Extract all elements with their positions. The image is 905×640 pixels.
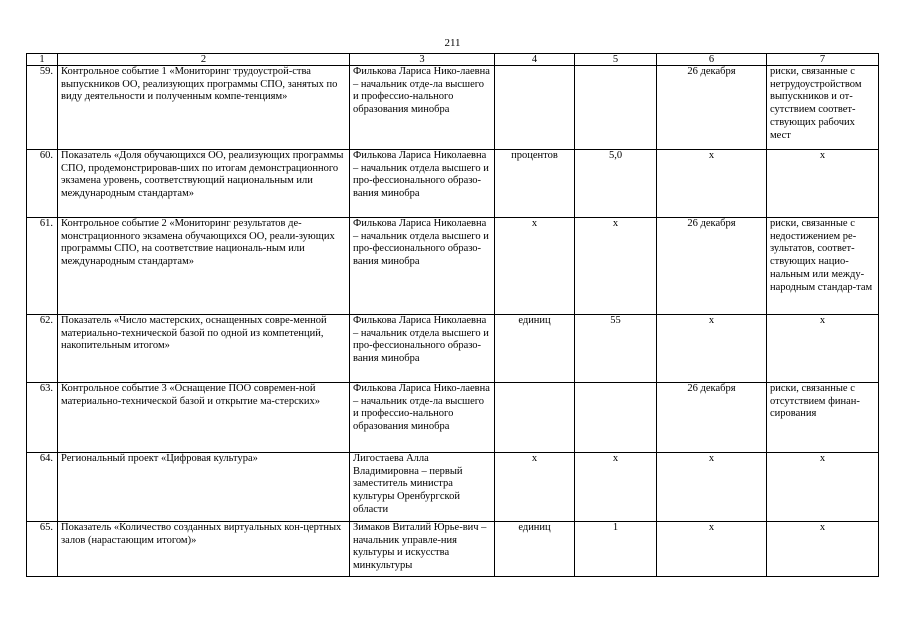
row-value	[575, 383, 657, 453]
row-responsible: Филькова Лариса Нико-лаевна – начальник отде-ла высшего и профессио-нального образования минобра	[350, 66, 495, 150]
header-cell: 7	[767, 54, 879, 66]
row-risks: риски, связанные с отсутствием финан-сирования	[767, 383, 879, 453]
row-unit: единиц	[495, 315, 575, 383]
row-number: 63.	[27, 383, 58, 453]
table-row	[27, 315, 879, 383]
row-responsible: Филькова Лариса Николаевна – начальник отдела высшего и про-фессионального образо-вания минобра	[350, 315, 495, 383]
row-date: х	[657, 453, 767, 522]
row-name: Контрольное событие 1 «Мониторинг трудоустрой-ства выпускников ОО, реализующих программы СПО, занятых по виду деятельности и полученным компе-тенциям»	[58, 66, 350, 150]
row-number: 60.	[27, 150, 58, 218]
row-date: 26 декабря	[657, 66, 767, 150]
row-date: 26 декабря	[657, 383, 767, 453]
table-row	[27, 383, 879, 453]
row-unit: единиц	[495, 522, 575, 577]
row-name: Контрольное событие 3 «Оснащение ПОО современ-ной материально-технической базой и открытие ма-стерских»	[58, 383, 350, 453]
row-unit: х	[495, 453, 575, 522]
row-responsible: Лигостаева Алла Владимировна – первый заместитель министра культуры Оренбургской области	[350, 453, 495, 522]
row-number: 61.	[27, 218, 58, 315]
row-value	[575, 66, 657, 150]
table-row	[27, 66, 879, 150]
row-risks: риски, связанные с нетрудоустройством выпускников и от-сутствием соответ-ствующих рабочих мест	[767, 66, 879, 150]
row-value: 55	[575, 315, 657, 383]
header-cell: 1	[27, 54, 58, 66]
row-date: х	[657, 522, 767, 577]
row-risks: риски, связанные с недостижением ре-зультатов, соответ-ствующих нацио-нальным или между-народным стандар-там	[767, 218, 879, 315]
row-name: Показатель «Доля обучающихся ОО, реализующих программы СПО, продемонстрировав-ших по итогам демонстрационного экзамена уровень, соответствующий национальным или международным стандартам»	[58, 150, 350, 218]
row-unit	[495, 383, 575, 453]
row-responsible: Зимаков Виталий Юрье-вич – начальник управле-ния культуры и искусства минкультуры	[350, 522, 495, 577]
row-value: 1	[575, 522, 657, 577]
header-cell: 4	[495, 54, 575, 66]
row-value: х	[575, 218, 657, 315]
table-row	[27, 522, 879, 577]
row-responsible: Филькова Лариса Нико-лаевна – начальник отде-ла высшего и профессио-нального образования минобра	[350, 383, 495, 453]
row-number: 59.	[27, 66, 58, 150]
row-risks: х	[767, 150, 879, 218]
row-risks: х	[767, 315, 879, 383]
row-value: х	[575, 453, 657, 522]
row-date: 26 декабря	[657, 218, 767, 315]
row-responsible: Филькова Лариса Николаевна – начальник отдела высшего и про-фессионального образо-вания минобра	[350, 218, 495, 315]
row-date: х	[657, 315, 767, 383]
table-row	[27, 453, 879, 522]
row-name: Региональный проект «Цифровая культура»	[58, 453, 350, 522]
row-unit: процентов	[495, 150, 575, 218]
table-row	[27, 150, 879, 218]
header-row	[27, 54, 879, 66]
header-cell: 5	[575, 54, 657, 66]
page-number: 211	[444, 37, 461, 49]
row-name: Показатель «Число мастерских, оснащенных совре-менной материально-технической базой по одной из компетенций, накопительным итогом»	[58, 315, 350, 383]
row-name: Контрольное событие 2 «Мониторинг результатов де-монстрационного экзамена обучающихся ОО, реали-зующих программы СПО, на соответствие националь-ным или международным стандартам»	[58, 218, 350, 315]
header-cell: 2	[58, 54, 350, 66]
row-risks: х	[767, 522, 879, 577]
row-number: 65.	[27, 522, 58, 577]
header-cell: 3	[350, 54, 495, 66]
row-number: 62.	[27, 315, 58, 383]
table-row	[27, 218, 879, 315]
row-unit: х	[495, 218, 575, 315]
row-responsible: Филькова Лариса Николаевна – начальник отдела высшего и про-фессионального образо-вания минобра	[350, 150, 495, 218]
row-value: 5,0	[575, 150, 657, 218]
row-unit	[495, 66, 575, 150]
header-cell: 6	[657, 54, 767, 66]
plan-table	[26, 53, 879, 577]
row-name: Показатель «Количество созданных виртуальных кон-цертных залов (нарастающим итогом)»	[58, 522, 350, 577]
row-date: х	[657, 150, 767, 218]
row-risks: х	[767, 453, 879, 522]
row-number: 64.	[27, 453, 58, 522]
